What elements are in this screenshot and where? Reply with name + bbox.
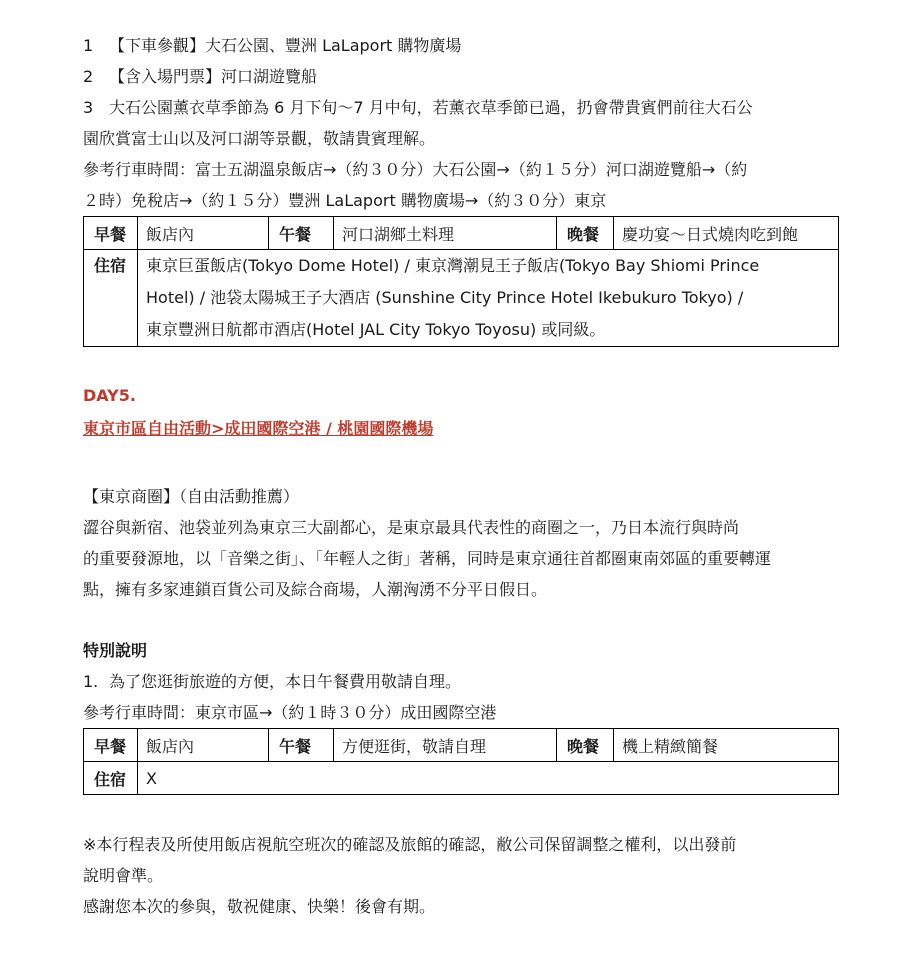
shopping-desc-line-1: 澀谷與新宿、池袋並列為東京三大副都心，是東京最具代表性的商圈之一，乃日本流行與時尚: [83, 518, 740, 537]
shopping-desc-line-2: 的重要發源地，以「音樂之街」、「年輕人之街」著稱，同時是東京通往首都圈東南郊區的重要轉運: [83, 549, 772, 568]
note-item-3: [83, 92, 838, 123]
travel-time-line: 參考行車時間：東京市區→（約１時３０分）成田國際空港: [83, 703, 497, 722]
hotel-label: 住宿: [84, 762, 138, 795]
day4-meal-table: [83, 216, 839, 347]
note-text: 【下車參觀】大石公園、豐洲 LaLaport 購物廣場: [109, 36, 462, 55]
note-item-2: [83, 61, 838, 92]
breakfast-label: 早餐: [84, 729, 138, 762]
note-number: 1.: [83, 672, 99, 691]
dinner-label: 晚餐: [557, 217, 614, 250]
hotel-row: [84, 762, 839, 795]
hotel-value: X: [138, 762, 839, 795]
breakfast-value: 飯店內: [138, 217, 269, 250]
dinner-value: 慶功宴～日式燒肉吃到飽: [614, 217, 839, 250]
travel-time-line-1: 參考行車時間：富士五湖溫泉飯店→（約３０分）大石公園→（約１５分）河口湖遊覽船→（約: [83, 160, 748, 179]
meal-row: [84, 217, 839, 250]
note-text: 為了您逛街旅遊的方便，本日午餐費用敬請自理。: [109, 672, 462, 691]
thank-you-note: 感謝您本次的參與，敬祝健康、快樂！後會有期。: [83, 897, 436, 916]
hotel-label: 住宿: [84, 250, 138, 347]
disclaimer-line-2: 說明會準。: [83, 866, 164, 885]
lunch-label: 午餐: [269, 729, 334, 762]
dinner-value: 機上精緻簡餐: [614, 729, 839, 762]
note-number: 1: [83, 36, 94, 55]
note-item-3-continued: 園欣賞富士山以及河口湖等景觀，敬請貴賓理解。: [83, 129, 436, 148]
dinner-label: 晚餐: [557, 729, 614, 762]
disclaimer-line-1: ※本行程表及所使用飯店視航空班次的確認及旅館的確認，敝公司保留調整之權利，以出發前: [83, 835, 737, 854]
day5-meal-table: [83, 728, 839, 795]
hotel-line-3: 東京豐洲日航都市酒店(Hotel JAL City Tokyo Toyosu) 或同級。: [146, 320, 606, 339]
day-label: DAY5.: [83, 386, 136, 405]
hotel-line-2: Hotel) / 池袋太陽城王子大酒店 (Sunshine City Prince Hotel Ikebukuro Tokyo) /: [146, 288, 744, 307]
note-number: 3: [83, 98, 94, 117]
lunch-value: 方便逛街，敬請自理: [334, 729, 557, 762]
note-number: 2: [83, 67, 94, 86]
shopping-desc-line-3: 點，擁有多家連鎖百貨公司及綜合商場，人潮洶湧不分平日假日。: [83, 580, 548, 599]
special-note-item-1: [83, 666, 838, 697]
special-notes-title: 特別說明: [83, 641, 148, 660]
lunch-value: 河口湖鄉土料理: [334, 217, 557, 250]
shopping-title: 【東京商圈】（自由活動推薦）: [83, 487, 300, 506]
hotel-value: [138, 250, 839, 347]
breakfast-label: 早餐: [84, 217, 138, 250]
hotel-line-1: 東京巨蛋飯店(Tokyo Dome Hotel) / 東京灣潮見王子飯店(Tokyo Bay Shiomi Prince: [146, 256, 760, 275]
itinerary-document: [83, 30, 838, 922]
travel-time-line-2: ２時）免稅店→（約１５分）豐洲 LaLaport 購物廣場→（約３０分）東京: [83, 191, 607, 210]
note-text: 大石公園薰衣草季節為 6 月下旬～7 月中旬，若薰衣草季節已過，扔會帶貴賓們前往大石公: [109, 98, 753, 117]
hotel-row: [84, 250, 839, 347]
day-route: 東京市區自由活動>成田國際空港 / 桃園國際機場: [83, 419, 434, 438]
breakfast-value: 飯店內: [138, 729, 269, 762]
note-item-1: [83, 30, 838, 61]
lunch-label: 午餐: [269, 217, 334, 250]
meal-row: [84, 729, 839, 762]
note-text: 【含入場門票】河口湖遊覽船: [109, 67, 318, 86]
